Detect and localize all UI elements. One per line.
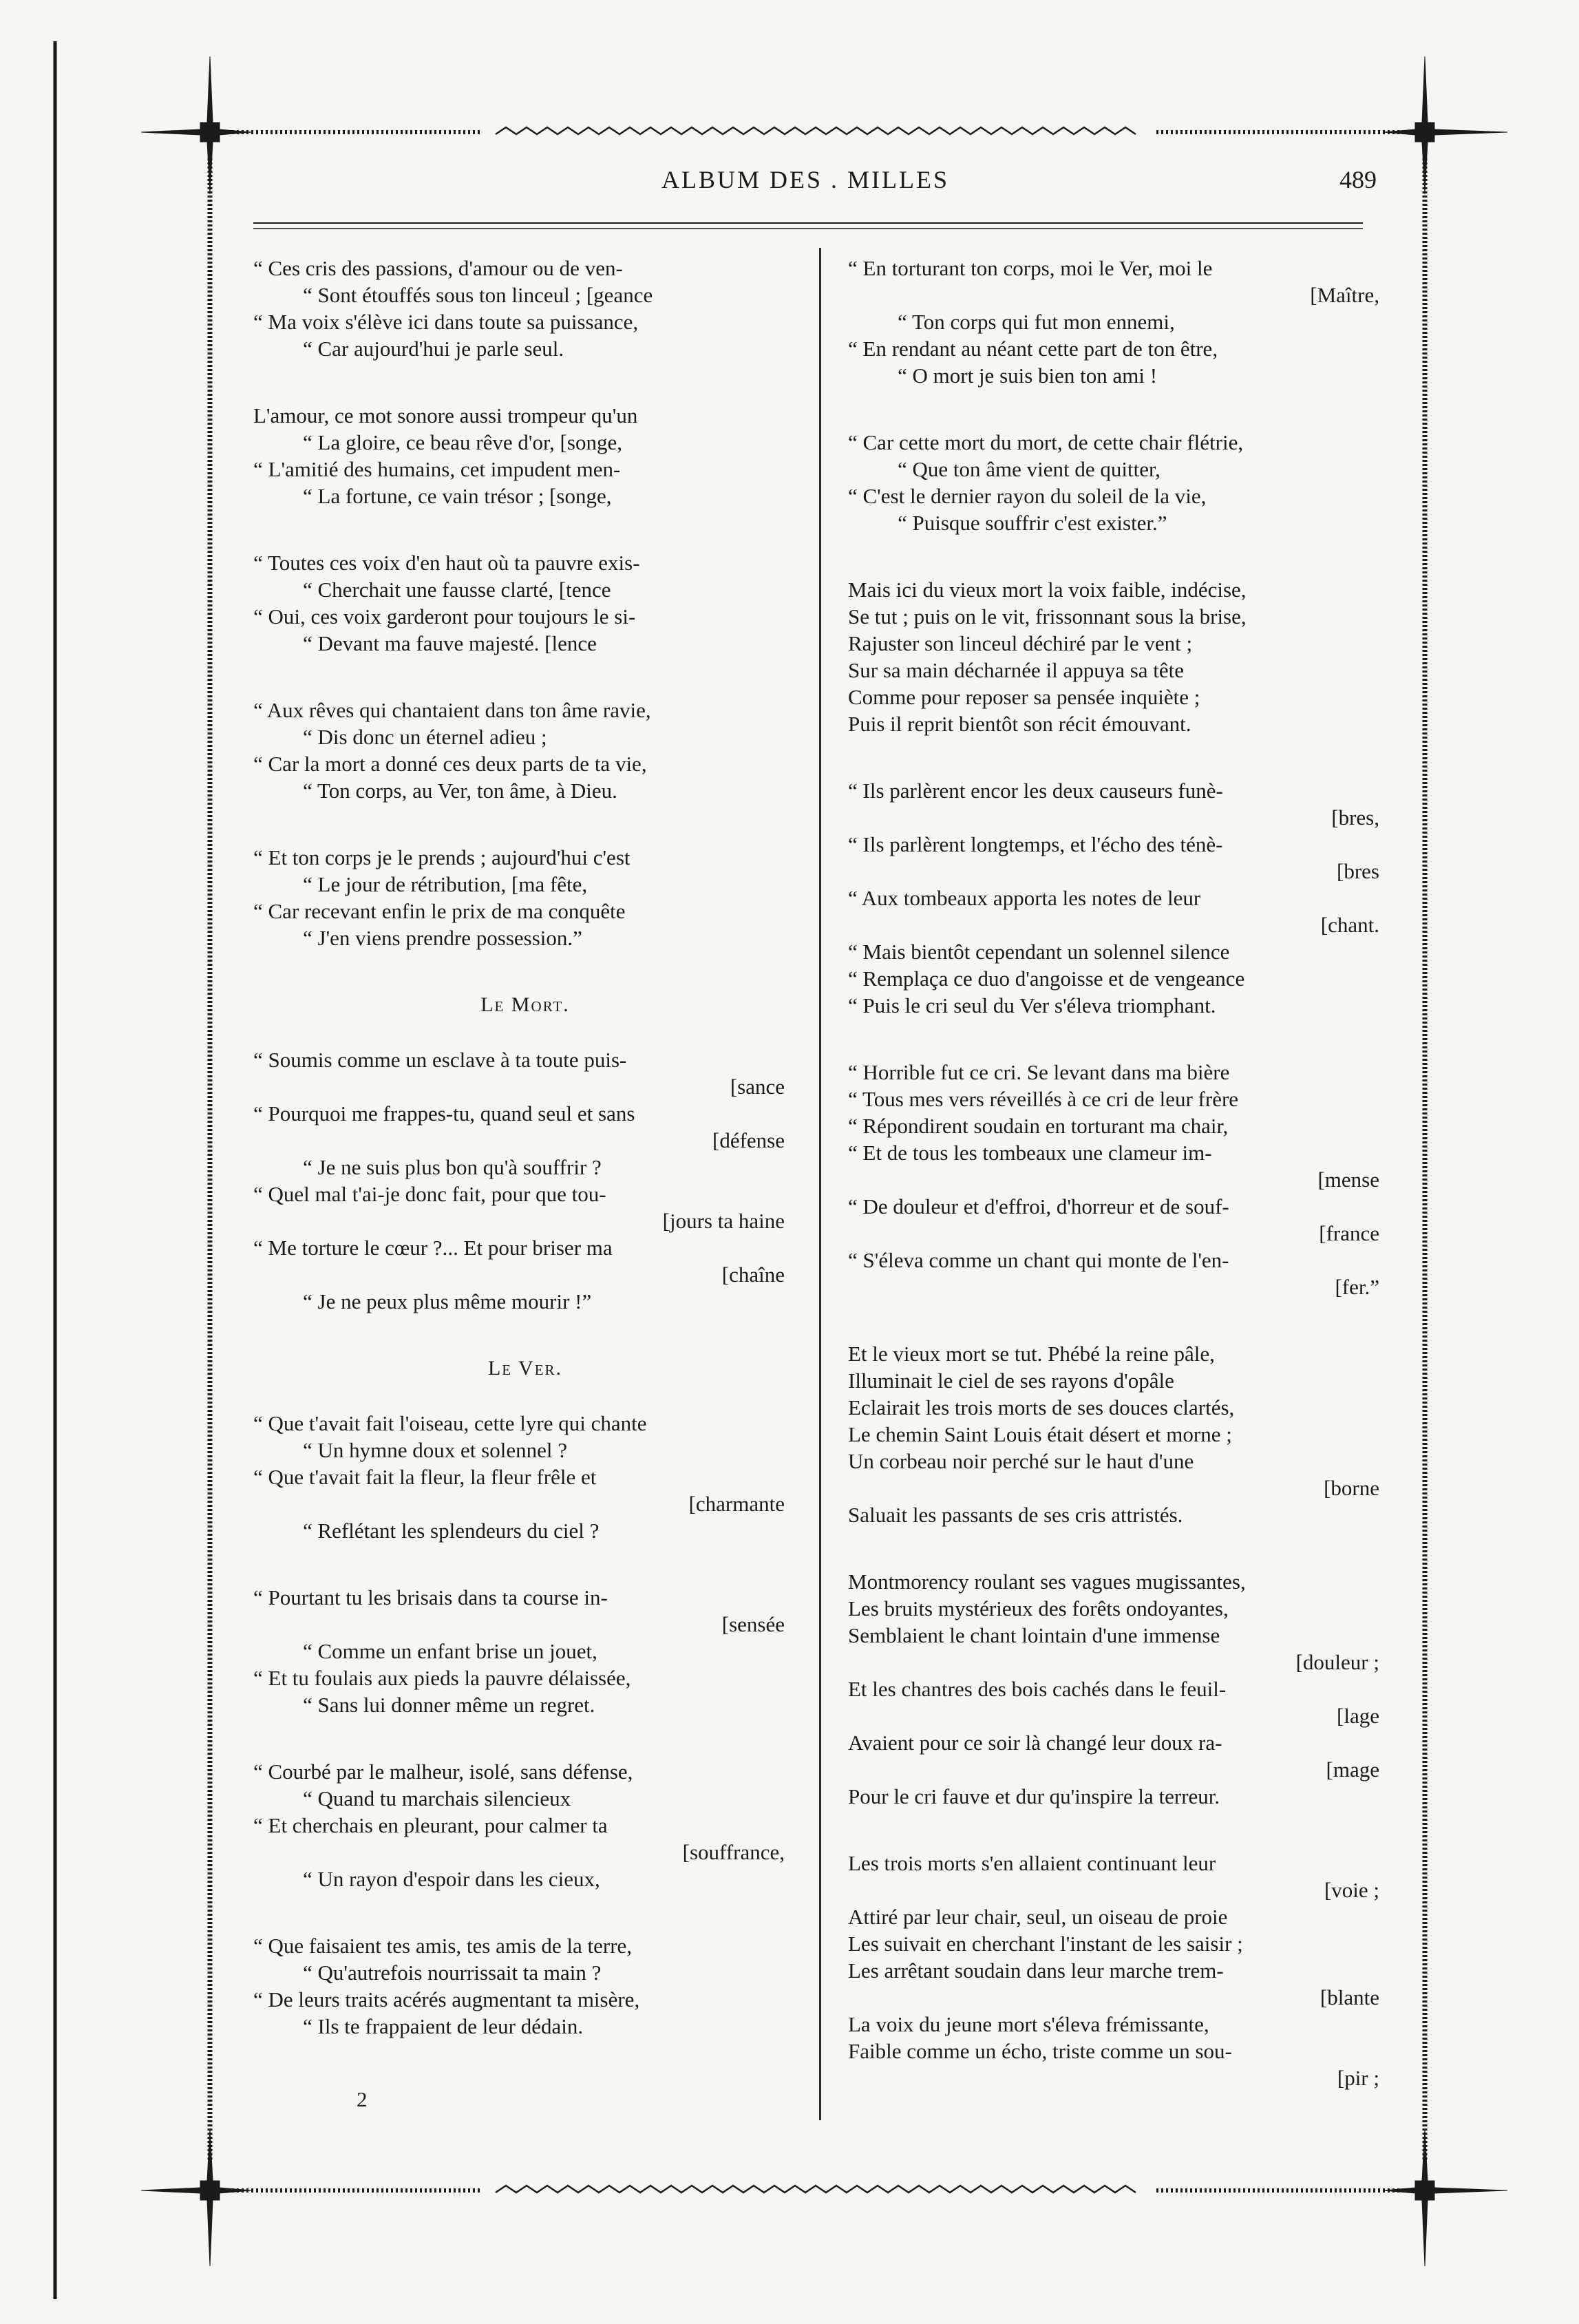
verse-line: “ De leurs traits acérés augmentant ta misère,: [253, 1987, 640, 2011]
stanza: [253, 402, 797, 509]
verse-line: “ Car aujourd'hui je parle seul.: [303, 337, 564, 361]
verse-line: “ Répondirent soudain en torturant ma chair,: [848, 1114, 1229, 1138]
verse-line: Pour le cri fauve et dur qu'inspire la terreur.: [848, 1784, 1220, 1808]
verse-line-overflow: [mage: [1326, 1757, 1379, 1782]
stanza: [848, 576, 1392, 737]
verse-line: “ Aux tombeaux apporta les notes de leur: [848, 886, 1201, 910]
verse-line: Illuminait le ciel de ses rayons d'opâle: [848, 1369, 1174, 1393]
verse-line: Les bruits mystérieux des forêts ondoyantes,: [848, 1596, 1229, 1620]
verse-line: “ En torturant ton corps, moi le Ver, moi le: [848, 256, 1213, 280]
verse-line: “ Le jour de rétribution, [ma fête,: [303, 872, 588, 896]
verse-line: “ S'éleva comme un chant qui monte de l'en-: [848, 1248, 1229, 1272]
verse-line: Montmorency roulant ses vagues mugissantes,: [848, 1570, 1246, 1594]
verse-line: “ Puisque souffrir c'est exister.”: [898, 511, 1167, 535]
verse-line: “ Un hymne doux et solennel ?: [303, 1438, 567, 1462]
verse-line-overflow: [souffrance,: [682, 1840, 785, 1864]
verse-line-overflow: [blante: [1320, 1985, 1379, 2009]
verse-line: “ Ils parlèrent encor les deux causeurs funè-: [848, 779, 1223, 803]
verse-line: Et les chantres des bois cachés dans le feuil-: [848, 1677, 1227, 1701]
verse-line: “ Dis donc un éternel adieu ;: [303, 725, 547, 749]
verse-line: “ Mais bientôt cependant un solennel silence: [848, 940, 1230, 964]
verse-line: “ Soumis comme un esclave à ta toute puis-: [253, 1048, 627, 1072]
stanza: [848, 1568, 1392, 1810]
verse-line-overflow: [fer.”: [1335, 1275, 1379, 1299]
verse-line: Se tut ; puis on le vit, frissonnant sous la brise,: [848, 604, 1247, 628]
verse-line-overflow: [sensée: [721, 1612, 785, 1636]
verse-line: “ Que t'avait fait l'oiseau, cette lyre qui chante: [253, 1411, 647, 1435]
verse-line: “ Car la mort a donné ces deux parts de ta vie,: [253, 752, 647, 776]
verse-line: “ Ton corps, au Ver, ton âme, à Dieu.: [303, 779, 617, 803]
stanza: [848, 255, 1392, 389]
stanza: [848, 1850, 1392, 2091]
left-column: [253, 255, 797, 2080]
page-number: 489: [1339, 166, 1377, 193]
verse-line: “ Ils te frappaient de leur dédain.: [303, 2014, 584, 2038]
verse-line: “ Quand tu marchais silencieux: [303, 1786, 571, 1810]
verse-line: “ Car cette mort du mort, de cette chair flétrie,: [848, 430, 1244, 454]
verse-line: “ Et de tous les tombeaux une clameur im-: [848, 1141, 1212, 1165]
verse-line: Avaient pour ce soir là changé leur doux ra-: [848, 1731, 1222, 1755]
stanza: [253, 697, 797, 804]
verse-line: Les suivait en cherchant l'instant de les saisir ;: [848, 1932, 1243, 1956]
verse-line: “ Sans lui donner même un regret.: [303, 1693, 595, 1717]
verse-line: “ La gloire, ce beau rêve d'or, [songe,: [303, 430, 622, 454]
verse-line: Comme pour reposer sa pensée inquiète ;: [848, 685, 1200, 709]
verse-line: “ Courbé par le malheur, isolé, sans défense,: [253, 1760, 633, 1784]
verse-line: Et le vieux mort se tut. Phébé la reine pâle,: [848, 1342, 1215, 1366]
verse-line: “ Toutes ces voix d'en haut où ta pauvre exis-: [253, 551, 640, 575]
verse-line: “ Que t'avait fait la fleur, la fleur frêle et: [253, 1465, 597, 1489]
verse-line: “ Et cherchais en pleurant, pour calmer ta: [253, 1813, 608, 1837]
stanza: [253, 1932, 797, 2040]
verse-line-overflow: [chant.: [1320, 913, 1379, 937]
verse-line-overflow: [lage: [1337, 1704, 1379, 1728]
verse-line: “ Ces cris des passions, d'amour ou de ven-: [253, 256, 623, 280]
verse-line: Rajuster son linceul déchiré par le vent ;: [848, 631, 1193, 655]
verse-line: “ Horrible fut ce cri. Se levant dans ma bière: [848, 1060, 1230, 1084]
verse-line: “ Quel mal t'ai-je donc fait, pour que tou-: [253, 1182, 606, 1206]
verse-line: “ Que ton âme vient de quitter,: [898, 457, 1161, 481]
verse-line: Semblaient le chant lointain d'une immense: [848, 1623, 1220, 1647]
verse-line: “ Reflétant les splendeurs du ciel ?: [303, 1519, 600, 1543]
verse-line: Saluait les passants de ses cris attristés.: [848, 1503, 1183, 1527]
verse-line-overflow: [borne: [1324, 1476, 1379, 1500]
verse-line: “ L'amitié des humains, cet impudent men-: [253, 457, 621, 481]
column-divider: [819, 248, 821, 2120]
verse-line: Un corbeau noir perché sur le haut d'une: [848, 1449, 1194, 1473]
verse-line: “ De douleur et d'effroi, d'horreur et de souf-: [848, 1194, 1229, 1218]
stanza: [848, 429, 1392, 536]
verse-line: “ Qu'autrefois nourrissait ta main ?: [303, 1961, 602, 1985]
verse-line: “ Puis le cri seul du Ver s'éleva triomphant.: [848, 993, 1216, 1017]
stanza: [253, 1758, 797, 1892]
verse-line: Attiré par leur chair, seul, un oiseau de proie: [848, 1905, 1228, 1929]
verse-line: Eclairait les trois morts de ses douces clartés,: [848, 1395, 1235, 1419]
verse-line-overflow: [défense: [712, 1128, 785, 1152]
verse-line: “ Oui, ces voix garderont pour toujours le si-: [253, 604, 636, 628]
verse-line-overflow: [sance: [730, 1075, 785, 1099]
stanza: [253, 1046, 797, 1315]
verse-line-overflow: [charmante: [688, 1492, 785, 1516]
verse-line: “ Car recevant enfin le prix de ma conquête: [253, 899, 626, 923]
verse-line: Les trois morts s'en allaient continuant leur: [848, 1851, 1216, 1875]
stanza: [253, 549, 797, 657]
verse-line-overflow: [pir ;: [1337, 2066, 1379, 2090]
verse-line: “ Un rayon d'espoir dans les cieux,: [303, 1867, 600, 1891]
verse-line-overflow: [mense: [1317, 1168, 1379, 1192]
verse-line: “ Ils parlèrent longtemps, et l'écho des ténè-: [848, 832, 1223, 856]
verse-line: “ En rendant au néant cette part de ton être,: [848, 337, 1218, 361]
verse-line: “ Que faisaient tes amis, tes amis de la terre,: [253, 1934, 633, 1958]
verse-line: “ J'en viens prendre possession.”: [303, 926, 582, 950]
verse-line: “ Remplaça ce duo d'angoisse et de vengeance: [848, 966, 1245, 991]
verse-line: “ Ton corps qui fut mon ennemi,: [898, 310, 1175, 334]
signature-mark: 2: [357, 2087, 368, 2111]
verse-line: Faible comme un écho, triste comme un sou-: [848, 2039, 1232, 2063]
speaker-heading: Le Mort.: [480, 993, 570, 1016]
verse-line: “ Comme un enfant brise un jouet,: [303, 1639, 597, 1663]
speaker-heading: Le Ver.: [487, 1357, 563, 1380]
verse-line: “ Je ne peux plus même mourir !”: [303, 1289, 592, 1313]
stanza: [253, 844, 797, 951]
verse-line: “ Me torture le cœur ?... Et pour briser ma: [253, 1236, 613, 1260]
verse-line-overflow: [Maître,: [1310, 283, 1379, 307]
verse-line-overflow: [bres,: [1331, 805, 1379, 830]
verse-line-overflow: [douleur ;: [1295, 1650, 1379, 1674]
verse-line-overflow: [jours ta haine: [662, 1209, 785, 1233]
verse-line: Les arrêtant soudain dans leur marche trem-: [848, 1958, 1224, 1983]
stanza: [848, 1340, 1392, 1528]
stanza: [253, 1410, 797, 1544]
verse-line: “ O mort je suis bien ton ami !: [898, 363, 1158, 388]
verse-line: “ C'est le dernier rayon du soleil de la vie,: [848, 484, 1207, 508]
running-header: [220, 165, 1390, 213]
right-column: [848, 255, 1392, 2131]
verse-line: “ Ma voix s'élève ici dans toute sa puissance,: [253, 310, 639, 334]
stanza: [848, 1059, 1392, 1300]
verse-line: “ Aux rêves qui chantaient dans ton âme ravie,: [253, 698, 651, 722]
stanza: [253, 255, 797, 362]
verse-line: Le chemin Saint Louis était désert et morne ;: [848, 1422, 1232, 1446]
verse-line: Sur sa main décharnée il appuya sa tête: [848, 658, 1185, 682]
stanza: [848, 777, 1392, 1019]
verse-line-overflow: [france: [1319, 1221, 1379, 1245]
verse-line: “ Devant ma fauve majesté. [lence: [303, 631, 597, 655]
verse-line: “ Pourtant tu les brisais dans ta course in-: [253, 1585, 608, 1609]
stanza: [253, 1584, 797, 1718]
verse-line: Mais ici du vieux mort la voix faible, indécise,: [848, 578, 1247, 602]
verse-line: “ Cherchait une fausse clarté, [tence: [303, 578, 611, 602]
verse-line: “ Tous mes vers réveillés à ce cri de leur frère: [848, 1087, 1239, 1111]
verse-line: La voix du jeune mort s'éleva frémissante,: [848, 2012, 1209, 2036]
verse-line: “ Pourquoi me frappes-tu, quand seul et sans: [253, 1101, 635, 1126]
verse-line: “ La fortune, ce vain trésor ; [songe,: [303, 484, 612, 508]
verse-line: “ Et tu foulais aux pieds la pauvre délaissée,: [253, 1666, 631, 1690]
verse-line-overflow: [bres: [1337, 859, 1379, 883]
verse-line: Puis il reprit bientôt son récit émouvant.: [848, 712, 1191, 736]
verse-line: “ Et ton corps je le prends ; aujourd'hui c'est: [253, 845, 630, 869]
verse-line: “ Je ne suis plus bon qu'à souffrir ?: [303, 1155, 602, 1179]
verse-line: L'amour, ce mot sonore aussi trompeur qu'un: [253, 403, 638, 427]
verse-line-overflow: [chaîne: [721, 1263, 785, 1287]
verse-line: “ Sont étouffés sous ton linceul ; [geance: [303, 283, 653, 307]
verse-line-overflow: [voie ;: [1324, 1878, 1379, 1902]
running-title: ALBUM DES . MILLES: [661, 166, 949, 193]
